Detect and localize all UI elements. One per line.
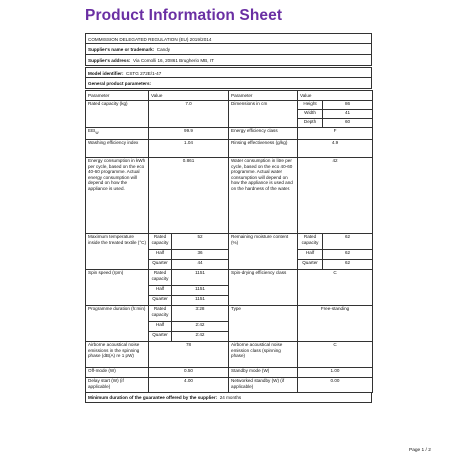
guarantee-line [85,393,372,403]
prog-quarter-value: 2:42 [172,332,229,342]
washing-efficiency-value: 1.04 [149,140,229,158]
standby-label: Standby mode (W) [229,368,298,378]
eei-label [86,128,149,140]
eei-label-text: EEI [88,128,96,133]
moisture-rated-label: Rated capacity [298,234,323,250]
spin-speed-label: Spin speed (rpm) [86,270,149,306]
table-row [86,306,373,322]
supplier-address-line [85,55,372,66]
document-title: Product Information Sheet [85,7,283,24]
regulation-line [85,33,372,44]
col-header-parameter-2: Parameter [229,91,298,101]
networked-standby-label: Networked standby (W) (if applicable) [229,378,298,393]
moisture-rated-value: 62 [323,234,373,250]
max-temp-half-value: 36 [172,250,229,260]
depth-label: Depth [298,119,323,128]
col-header-value: Value [149,91,229,101]
supplier-address-value: Via Comolli 16, 20861 Brugherio MB, IT [133,58,214,63]
off-mode-value: 0.50 [149,368,229,378]
table-row [86,378,373,393]
prog-rated-value: 3:28 [172,306,229,322]
energy-consumption-label: Energy consumption in kWh per cycle, based on the eco 40-60 programme. Actual energy consumption will depend on how the appliance is used. [86,158,149,234]
supplier-name-label: Supplier's name or trademark: [88,47,155,52]
washing-efficiency-label: Washing efficiency index [86,140,149,158]
table-row [86,140,373,158]
max-temp-rated-value: 52 [172,234,229,250]
spin-half-label: Half [149,286,172,296]
eei-label-sub: W [95,130,99,135]
prog-rated-label: Rated capacity [149,306,172,322]
dimensions-label: Dimensions in cm [229,101,298,128]
model-label: Model identifier: [88,71,124,76]
general-params-line [85,78,372,89]
water-consumption-value: 42 [298,158,373,234]
energy-consumption-value: 0.861 [149,158,229,234]
general-params-label: General product parameters: [88,81,152,86]
rinsing-effectiveness-label: Rinsing effectiveness (g/kg) [229,140,298,158]
prog-quarter-label: Quarter [149,332,172,342]
regulation-text: COMMISSION DELEGATED REGULATION (EU) 2019/2014 [88,37,212,42]
noise-emission-value: 78 [149,342,229,368]
product-sheet [85,33,372,403]
model-value: CSTG 272E/1-47 [126,71,162,76]
max-temp-half-label: Half [149,250,172,260]
spin-class-label: Spin-drying efficiency class [229,270,298,306]
spin-rated-label: Rated capacity [149,270,172,286]
spin-quarter-label: Quarter [149,296,172,306]
spin-half-value: 1151 [172,286,229,296]
table-row [86,158,373,234]
table-row [86,234,373,250]
rated-capacity-label: Rated capacity (kg) [86,101,149,128]
height-value: 86 [323,101,373,110]
supplier-name-line [85,44,372,55]
page-number: Page 1 / 2 [409,448,431,453]
energy-class-value: F [298,128,373,140]
max-temperature-label: Maximum temperature inside the treated textile (°C) [86,234,149,270]
rinsing-effectiveness-value: 4.9 [298,140,373,158]
noise-class-label: Airborne acoustical noise emission class (spinning phase) [229,342,298,368]
type-value: Free-standing [298,306,373,342]
table-row [86,342,373,368]
noise-class-value: C [298,342,373,368]
rated-capacity-value: 7.0 [149,101,229,128]
width-label: Width [298,110,323,119]
standby-value: 1.00 [298,368,373,378]
programme-duration-label: Programme duration (h:min) [86,306,149,342]
max-temp-quarter-value: 44 [172,260,229,270]
width-value: 41 [323,110,373,119]
table-row [86,368,373,378]
remaining-moisture-label: Remaining moisture content (%) [229,234,298,270]
max-temp-rated-label: Rated capacity [149,234,172,250]
guarantee-label: Minimum duration of the guarantee offered by the supplier: [88,395,218,400]
spin-rated-value: 1151 [172,270,229,286]
spin-quarter-value: 1151 [172,296,229,306]
supplier-name-value: Candy [156,47,171,52]
max-temp-quarter-label: Quarter [149,260,172,270]
prog-half-value: 2:42 [172,322,229,332]
height-label: Height [298,101,323,110]
type-label: Type [229,306,298,342]
col-header-parameter: Parameter [86,91,149,101]
noise-emission-label: Airborne acoustical noise emissions in the spinning phase (dB(A) re 1 pW) [86,342,149,368]
spin-class-value: C [298,270,373,306]
networked-standby-value: 0.00 [298,378,373,393]
model-line [85,67,372,78]
delay-start-value: 4.00 [149,378,229,393]
moisture-half-label: Half [298,250,323,260]
energy-class-label: Energy efficiency class [229,128,298,140]
table-row [86,101,373,110]
moisture-half-value: 62 [323,250,373,260]
off-mode-label: Off-mode (W) [86,368,149,378]
moisture-quarter-value: 62 [323,260,373,270]
eei-value: 99.9 [149,128,229,140]
col-header-value-2: Value [298,91,373,101]
table-header-row [86,91,373,101]
moisture-quarter-label: Quarter [298,260,323,270]
table-row [86,270,373,286]
prog-half-label: Half [149,322,172,332]
depth-value: 60 [323,119,373,128]
parameters-table [85,90,373,393]
supplier-address-label: Supplier's address: [88,58,131,63]
delay-start-label: Delay start (W) (if applicable) [86,378,149,393]
table-row [86,128,373,140]
guarantee-value: 24 months [219,395,242,400]
water-consumption-label: Water consumption in litre per cycle, based on the eco 40-60 programme. Actual water consumption will depend on how the appliance is used and on the hardness of the water. [229,158,298,234]
